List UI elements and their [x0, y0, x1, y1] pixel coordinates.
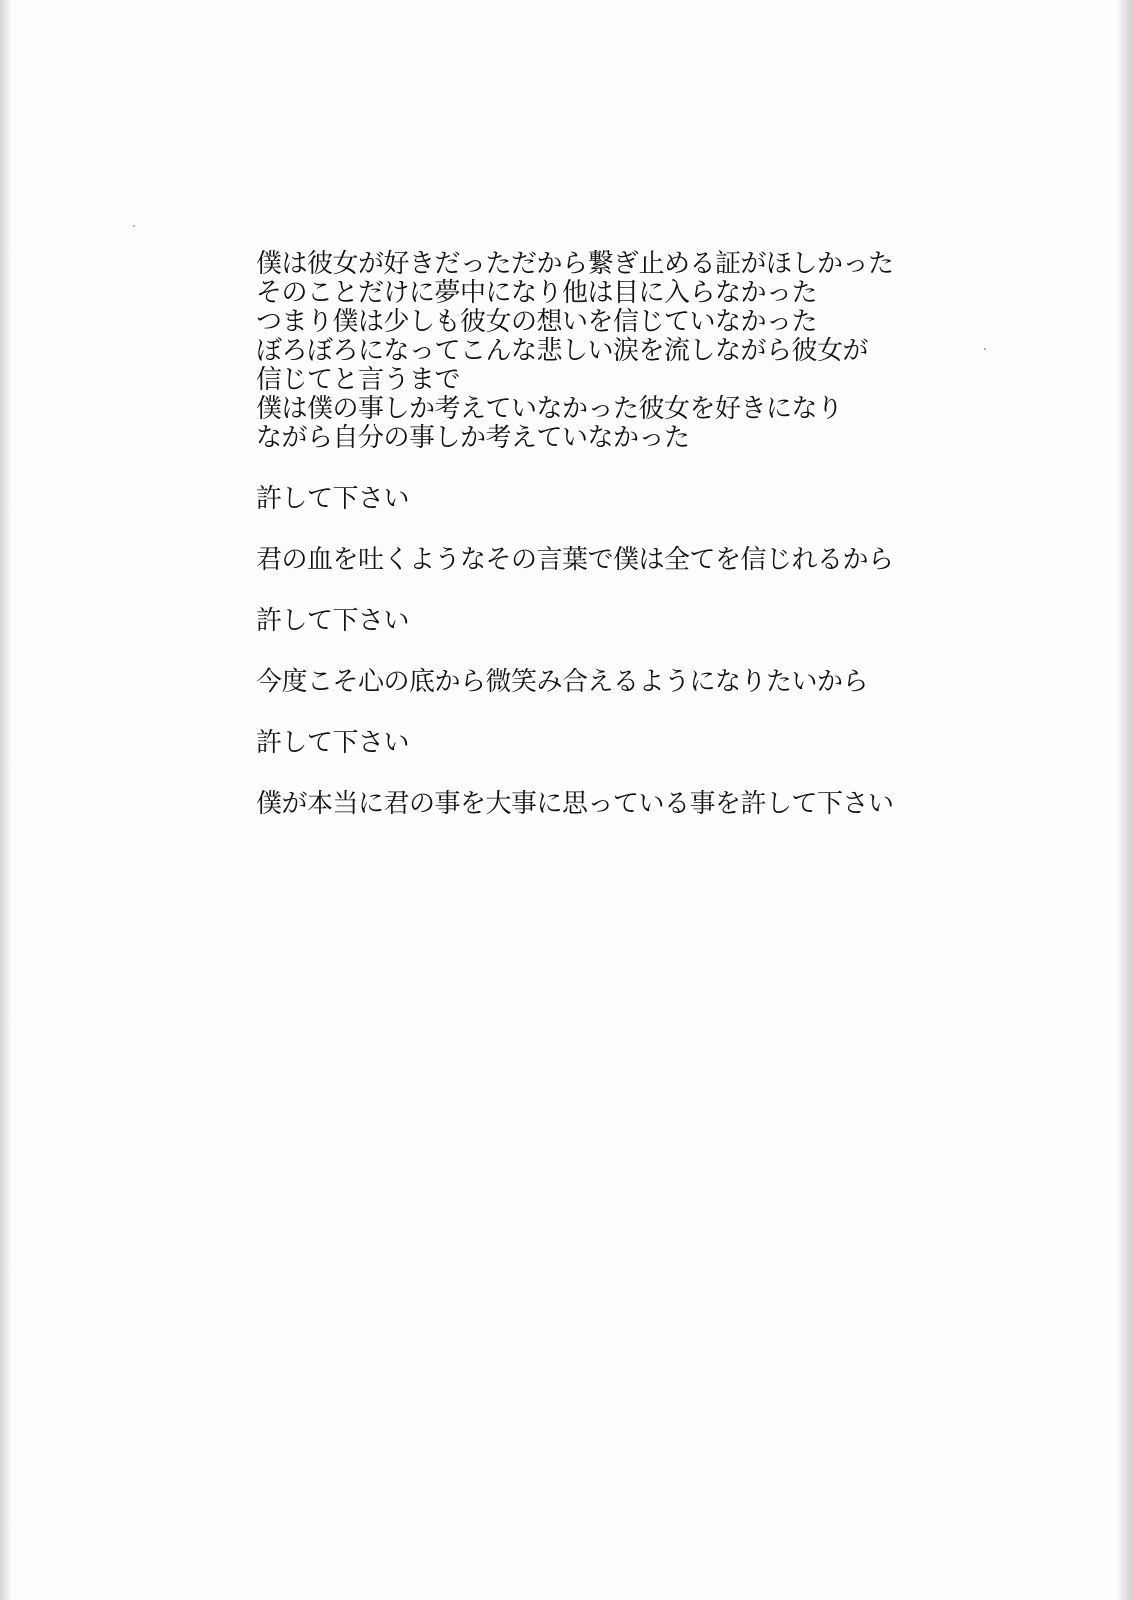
stanza-line: 僕は僕の事しか考えていなかった彼女を好きになり: [256, 394, 843, 424]
stanza-line: つまり僕は少しも彼女の想いを信じていなかった: [256, 307, 818, 337]
blood-line: 君の血を吐くようなその言葉で僕は全てを信じれるから: [256, 545, 894, 575]
scan-speck: [984, 348, 986, 350]
scan-edge-right: [1117, 0, 1133, 1600]
refrain-line: 許して下さい: [256, 606, 410, 636]
scan-speck: [133, 225, 135, 227]
stanza-line: 僕は彼女が好きだっただから繋ぎ止める証がほしかった: [256, 249, 894, 279]
stanza-line: 信じてと言うまで: [256, 365, 461, 395]
scan-edge-left: [0, 0, 12, 1600]
stanza-line: ながら自分の事しか考えていなかった: [256, 423, 690, 453]
stanza-line: ぼろぼろになってこんな悲しい涙を流しながら彼女が: [256, 336, 869, 366]
text-block: [256, 250, 976, 819]
smile-line: 今度こそ心の底から微笑み合えるようになりたいから: [256, 667, 869, 697]
stanza-line: そのことだけに夢中になり他は目に入らなかった: [256, 278, 818, 308]
opening-stanza: [256, 250, 976, 453]
refrain-line: 許して下さい: [256, 728, 410, 758]
refrain-line: 許して下さい: [256, 484, 410, 514]
final-line: 僕が本当に君の事を大事に思っている事を許して下さい: [256, 789, 894, 819]
